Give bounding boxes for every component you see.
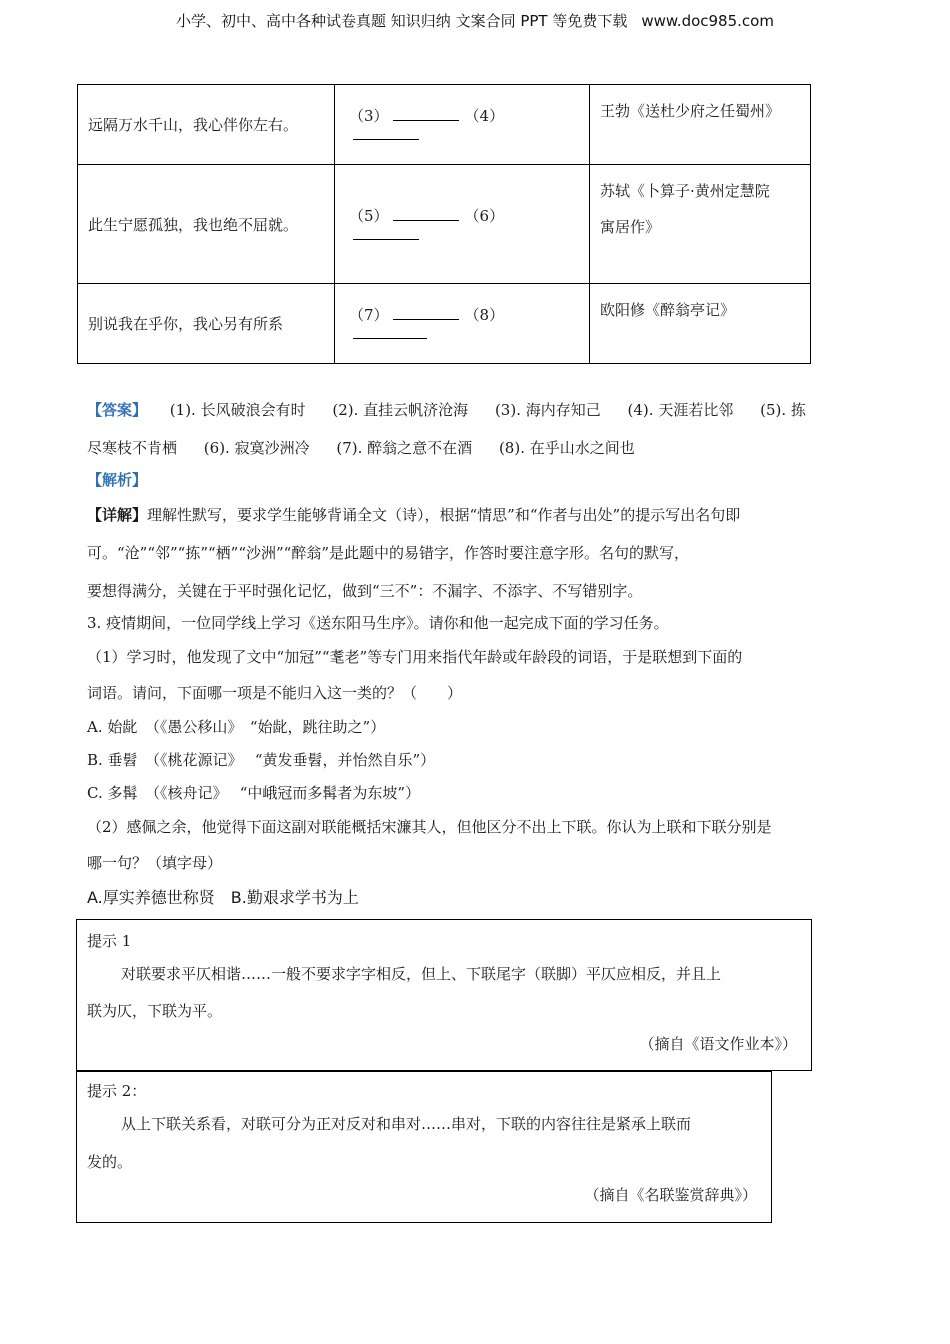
answer-item: (8). 在乎山水之间也	[498, 439, 635, 457]
hint-text: 发的。	[87, 1153, 133, 1171]
source-cell	[590, 165, 811, 284]
answer-item: (3). 海内存知己	[494, 401, 601, 419]
answer-item: (2). 直挂云帆济沧海	[332, 401, 469, 419]
detail-line-3: 要想得满分，关键在于平时强化记忆，做到“三不”：不漏字、不添字、不写错别字。	[87, 582, 643, 600]
detail-line-2: 可。“沧”“邻”“拣”“栖”“沙洲”“醉翁”是此题中的易错字，作答时要注意字形。名句的默写，	[87, 544, 690, 562]
answer-item: (5). 拣	[760, 401, 806, 419]
q2-line-1: （2）感佩之余，他觉得下面这副对联能概括宋濂其人，但他区分不出上下联。你认为上联和下联分别是	[87, 818, 772, 836]
blank-cell	[335, 85, 590, 165]
blank-number: （5）	[349, 206, 389, 225]
blank-number: （6）	[464, 206, 505, 225]
couplet-line: A.厚实养德世称贤 B.勤艰求学书为上	[87, 888, 359, 907]
answer-blank[interactable]	[353, 127, 419, 140]
source-cell	[590, 85, 811, 165]
blank-number: （3）	[349, 107, 389, 125]
hint-box-1	[76, 919, 812, 1071]
detail-line-1	[87, 496, 867, 534]
answer-item: (7). 醉翁之意不在酒	[336, 439, 473, 457]
answer-item: (6). 寂寞沙洲冷	[203, 439, 310, 457]
option-b: B. 垂髫 （《桃花源记》 “黄发垂髫，并怡然自乐”）	[87, 751, 436, 769]
source-line: 王勃《送杜少府之任蜀州》	[600, 102, 781, 120]
q1-line-2: 词语。请问，下面哪一项是不能归入这一类的？（ ）	[87, 684, 463, 702]
hint-source: （摘自《名联鉴赏辞典》）	[584, 1186, 757, 1204]
answer-blank[interactable]	[393, 208, 459, 221]
blank-cell	[335, 284, 590, 364]
option-a: A. 始龀 （《愚公移山》 “始龀，跳往助之”）	[87, 718, 386, 736]
answer-item: 尽寒枝不肯栖	[87, 439, 178, 457]
blank-number: （4）	[464, 107, 505, 125]
question3-title: 3. 疫情期间，一位同学线上学习《送东阳马生序》。请你和他一起完成下面的学习任务。	[87, 614, 669, 632]
header-site[interactable]: www.doc985.com	[641, 12, 774, 30]
answer-line-1	[87, 391, 867, 429]
hint-text: 对联要求平仄相谐……一般不要求字字相反，但上、下联尾字（联脚）平仄应相反，并且上	[121, 965, 722, 983]
option-c: C. 多髯 （《核舟记》 “中峨冠而多髯者为东坡”）	[87, 784, 421, 802]
blank-number: （7）	[349, 306, 389, 324]
hint-source: （摘自《语文作业本》）	[639, 1035, 797, 1053]
table-row	[78, 284, 811, 364]
answer-blank[interactable]	[353, 227, 419, 240]
hint-title: 提示 2：	[87, 1082, 147, 1100]
blank-cell	[335, 165, 590, 284]
q2-line-2: 哪一句？（填字母）	[87, 854, 223, 872]
source-line: 苏轼《卜算子·黄州定慧院	[600, 182, 770, 200]
page-header	[0, 10, 950, 31]
hint-title: 提示 1	[87, 932, 132, 950]
table-row	[78, 85, 811, 165]
meaning-cell: 此生宁愿孤独，我也绝不屈就。	[78, 165, 335, 284]
meaning-cell: 远隔万水千山，我心伴你左右。	[78, 85, 335, 165]
source-cell	[590, 284, 811, 364]
blank-number: （8）	[464, 306, 505, 324]
q1-line-1: （1）学习时，他发现了文中“加冠”“耄老”等专门用来指代年龄或年龄段的词语，于是联想到下面的	[87, 648, 743, 666]
detail-tag: 【详解】	[87, 506, 148, 524]
analysis-tag: 【解析】	[87, 471, 148, 489]
header-text: 小学、初中、高中各种试卷真题 知识归纳 文案合同 PPT 等免费下载	[176, 12, 628, 30]
hint-box-2	[76, 1071, 772, 1223]
answer-tag: 【答案】	[87, 401, 148, 419]
hint-text: 联为仄，下联为平。	[87, 1002, 223, 1020]
table-row	[78, 165, 811, 284]
answer-blank[interactable]	[393, 108, 459, 121]
meaning-cell: 别说我在乎你，我心另有所系	[78, 284, 335, 364]
analysis-line	[87, 462, 867, 498]
poem-table	[77, 84, 811, 364]
detail-text: 理解性默写，要求学生能够背诵全文（诗），根据“情思”和“作者与出处”的提示写出名句即	[147, 506, 741, 524]
source-line: 欧阳修《醉翁亭记》	[600, 301, 736, 319]
answer-item: (4). 天涯若比邻	[627, 401, 734, 419]
source-line: 寓居作》	[600, 218, 661, 236]
answer-blank[interactable]	[353, 326, 427, 339]
answer-blank[interactable]	[393, 307, 459, 320]
hint-text: 从上下联关系看，对联可分为正对反对和串对……串对，下联的内容往往是紧承上联而	[121, 1115, 692, 1133]
answer-item: (1). 长风破浪会有时	[169, 401, 306, 419]
